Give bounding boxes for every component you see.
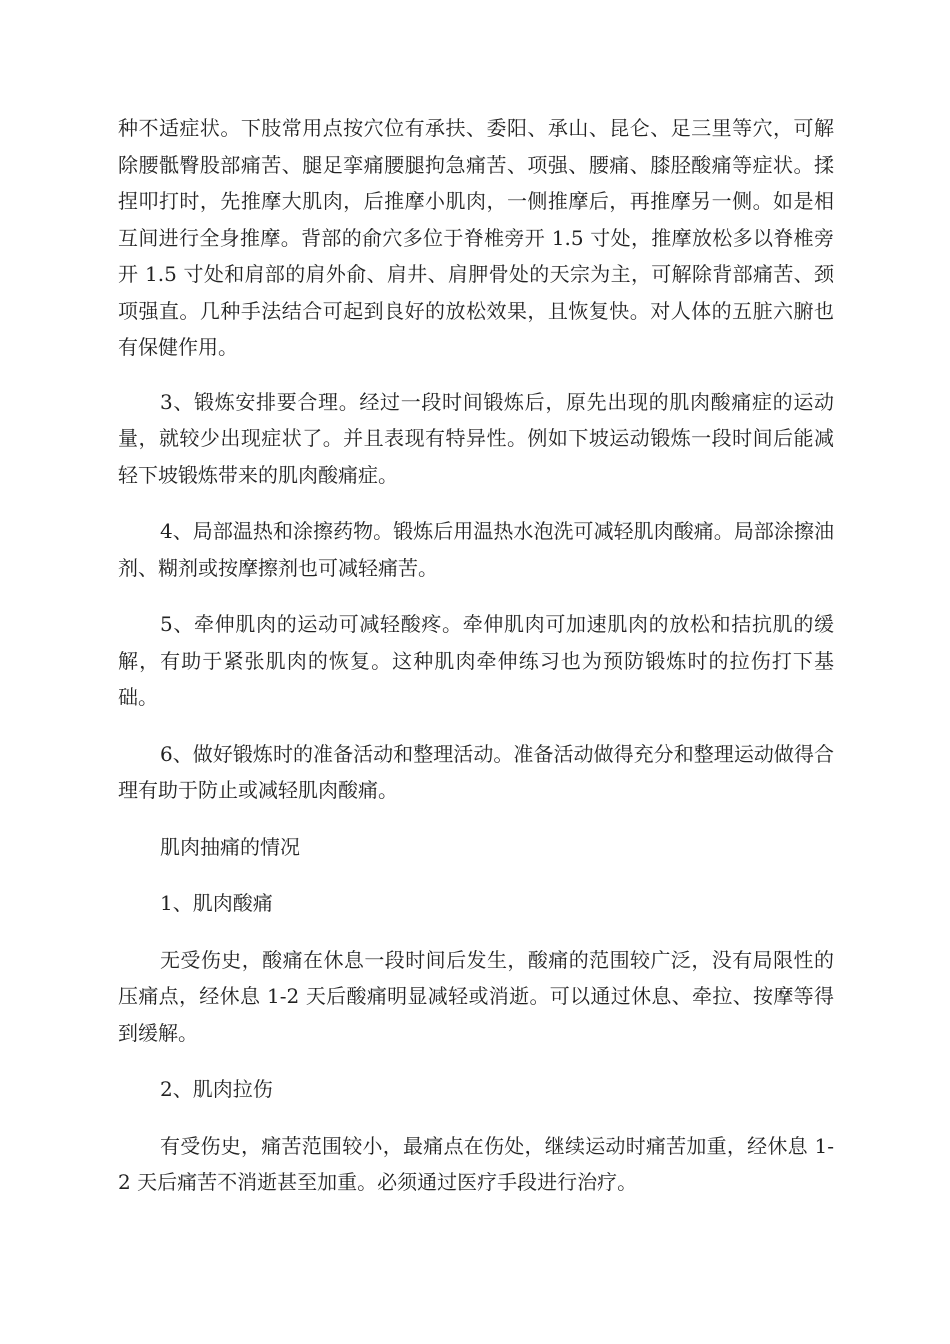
paragraph-muscle-soreness: 无受伤史，酸痛在休息一段时间后发生，酸痛的范围较广泛，没有局限性的压痛点，经休息 1-2 天后酸痛明显减轻或消逝。可以通过休息、牵拉、按摩等得到缓解。 [118, 947, 834, 1045]
paragraph-muscle-strain: 有受伤史，痛苦范围较小，最痛点在伤处，继续运动时痛苦加重，经休息 1-2 天后痛苦不消逝甚至加重。必须通过医疗手段进行治疗。 [118, 1133, 834, 1194]
subheading-muscle-strain: 2、肌肉拉伤 [160, 1077, 273, 1101]
subheading-muscle-soreness: 1、肌肉酸痛 [160, 891, 273, 915]
paragraph-item-6: 6、做好锻炼时的准备活动和整理活动。准备活动做得充分和整理运动做得合理有助于防止或减轻肌肉酸痛。 [118, 741, 834, 802]
paragraph-item-4: 4、局部温热和涂擦药物。锻炼后用温热水泡洗可减轻肌肉酸痛。局部涂擦油剂、糊剂或按摩擦剂也可减轻痛苦。 [118, 519, 834, 580]
paragraph-massage-continued: 种不适症状。下肢常用点按穴位有承扶、委阳、承山、昆仑、足三里等穴，可解除腰骶臀股部痛苦、腿足挛痛腰腿拘急痛苦、项强、腰痛、膝胫酸痛等症状。揉捏叩打时，先推摩大肌肉，后推摩小肌肉，一侧推摩后，再推摩另一侧。如是相互间进行全身推摩。背部的俞穴多位于脊椎旁开 1.5 寸处，推摩放松多以脊椎旁开 1.5 寸处和肩部的肩外俞、肩井、肩胛骨处的天宗为主，可解除背部痛苦、颈项强直。几种手法结合可起到良好的放松效果，且恢复快。对人体的五脏六腑也有保健作用。 [118, 116, 834, 359]
paragraph-item-5: 5、牵伸肌肉的运动可减轻酸疼。牵伸肌肉可加速肌肉的放松和拮抗肌的缓解，有助于紧张肌肉的恢复。这种肌肉牵伸练习也为预防锻炼时的拉伤打下基础。 [118, 612, 834, 709]
paragraph-item-3: 3、锻炼安排要合理。经过一段时间锻炼后，原先出现的肌肉酸痛症的运动量，就较少出现症状了。并且表现有特异性。例如下坡运动锻炼一段时间后能减轻下坡锻炼带来的肌肉酸痛症。 [118, 389, 834, 487]
document-page [118, 110, 834, 1221]
section-heading: 肌肉抽痛的情况 [160, 834, 300, 859]
